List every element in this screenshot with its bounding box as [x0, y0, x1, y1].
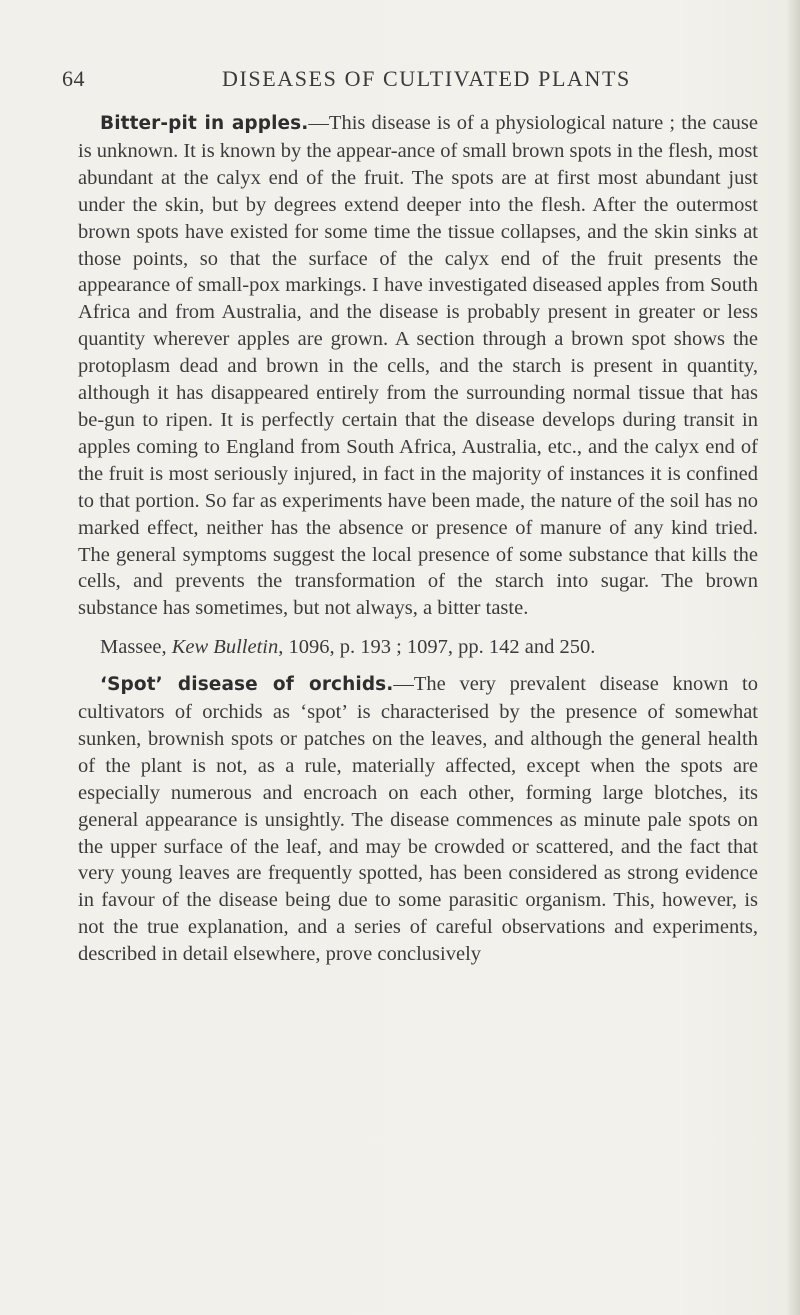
reference-details: , 1096, p. 193 ; 1097, pp. 142 and 250. — [278, 636, 596, 659]
section-heading-orchid-spot: ‘Spot’ disease of orchids. — [100, 674, 394, 696]
paragraph-text-bitter-pit: —This disease is of a physiological nature ; the cause is unknown. It is known by the appear-ance of small brown spots in the flesh, most abundant at the calyx end of the fruit. The spots are at first most abundant just under the skin, but by degrees extend deeper into the flesh. After the outermost brown spots have existed for some time the tissue collapses, and the skin sinks at those points, so that the surface of the calyx end of the fruit presents the appearance of small-pox markings. I have investigated diseased apples from South Africa and from Australia, and the disease is probably present in greater or less quantity wherever apples are grown. A section through a brown spot shows the protoplasm dead and brown in the cells, and the starch is present in quantity, although it has disappeared entirely from the surrounding normal tissue that has be-gun to ripen. It is perfectly certain that the disease develops during transit in apples coming to England from South Africa, Australia, etc., and the calyx end of the fruit is most seriously injured, in fact in the majority of instances it is confined to that portion. So far as experiments have been made, the nature of the soil has no marked effect, neither has the absence or presence of manure of any kind tried. The general symptoms suggest the local presence of some substance that kills the cells, and prevents the transformation of the starch into sugar. The brown substance has sometimes, but not always, a bitter taste. — [78, 112, 759, 620]
reference-author: Massee, — [100, 636, 172, 659]
page-header — [62, 66, 762, 98]
page-edge-shadow — [786, 0, 800, 1315]
body-text — [78, 110, 758, 968]
reference-journal: Kew Bulletin — [171, 636, 279, 659]
paragraph-text-orchid-spot: —The very prevalent disease known to cultivators of orchids as ‘spot’ is characterised by the presence of somewhat sunken, brownish spots or patches on the leaves, and although the general health of the plant is not, as a rule, materially affected, except when the spots are especially numerous and encroach on each other, forming large blotches, its general appearance is unsightly. The disease commences as minute pale spots on the upper surface of the leaf, and may be crowded or scattered, and the fact that very young leaves are frequently spotted, has been considered as strong evidence in favour of the disease being due to some parasitic organism. This, however, is not the true explanation, and a series of careful observations and experiments, described in detail elsewhere, prove conclusively — [78, 673, 758, 966]
page-number: 64 — [62, 66, 85, 91]
reference-citation — [78, 634, 758, 661]
section-heading-bitter-pit: Bitter-pit in apples. — [100, 113, 309, 134]
paragraph-bitter-pit — [78, 110, 758, 622]
running-title: DISEASES OF CULTIVATED PLANTS — [222, 66, 631, 91]
paragraph-orchid-spot — [78, 671, 758, 968]
